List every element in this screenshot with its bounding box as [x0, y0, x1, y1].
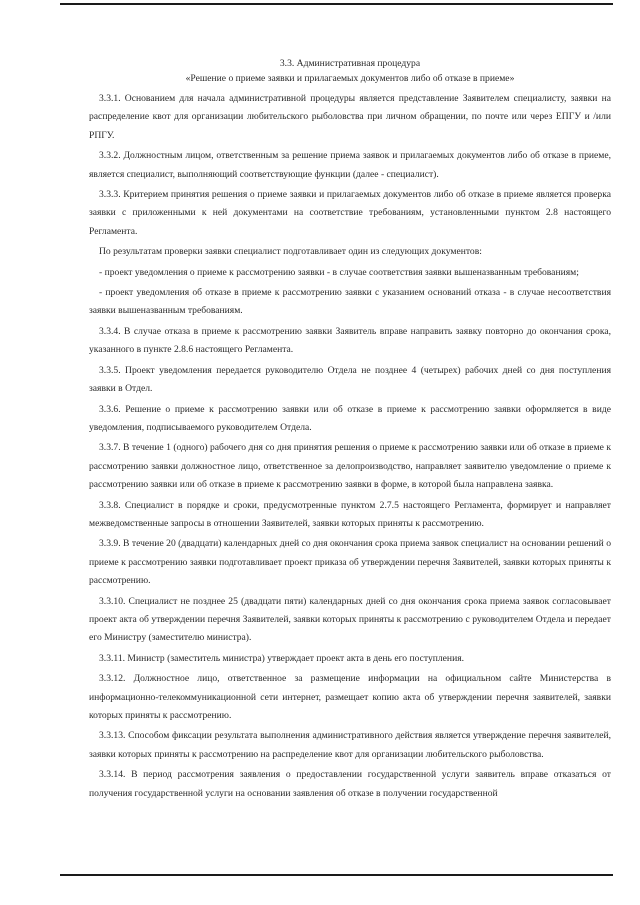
document-body: [89, 56, 611, 804]
bottom-rule: [60, 874, 613, 876]
paragraph-3-3-8: 3.3.8. Специалист в порядке и сроки, предусмотренные пунктом 2.7.5 настоящего Регламента, формирует и направляет межведомственные запросы в отношении Заявителей, заявки которых приняты к рассмотрению.: [89, 499, 611, 529]
paragraph-3-3-1: 3.3.1. Основанием для начала административной процедуры является представление Заявителем специалисту, заявки на распределение квот для организации любительского рыболовства при личном обращении, по почте или через ЕПГУ и /или РПГУ.: [89, 93, 611, 141]
paragraph-3-3-11: 3.3.11. Министр (заместитель министра) утверждает проект акта в день его поступления.: [99, 652, 465, 664]
paragraph-3-3-14: 3.3.14. В период рассмотрения заявления о предоставлении государственной услуги заявитель вправе отказаться от получения государственной услуги на основании заявления об отказе в получении государственной: [89, 769, 611, 799]
paragraph-3-3-4: 3.3.4. В случае отказа в приеме к рассмотрению заявки Заявитель вправе направить заявку повторно до окончания срока, указанного в пункте 2.8.6 настоящего Регламента.: [89, 325, 611, 356]
paragraph-3-3-13: 3.3.13. Способом фиксации результата выполнения административного действия является утверждение перечня заявителей, заявки которых приняты к рассмотрению на распределение квот для организации любительского рыболовства.: [89, 730, 611, 760]
section-subheading: «Решение о приеме заявки и прилагаемых документов либо об отказе в приеме»: [185, 73, 515, 84]
paragraph-3-3-9: 3.3.9. В течение 20 (двадцати) календарных дней со дня окончания срока приема заявок специалист на основании решений о приеме к рассмотрению заявки подготавливает проект приказа об утверждении перечня Заявителей, заявки которых приняты к рассмотрению.: [89, 538, 611, 587]
paragraph-3-3-12: 3.3.12. Должностное лицо, ответственное за размещение информации на официальном сайте Министерства в информационно-телекоммуникационной сети интернет, размещает копию акта об утверждении перечня заявителей, заявки которых приняты к рассмотрению.: [89, 673, 611, 721]
paragraph-3-3-10: 3.3.10. Специалист не позднее 25 (двадцати пяти) календарных дней со дня окончания срока приема заявок согласовывает проект акта об утверждении перечня Заявителей, заявки которых приняты к рассмотрению с руководителем Отдела и передает его Министру (заместителю министра).: [89, 595, 611, 644]
paragraph-3-3-6: 3.3.6. Решение о приеме к рассмотрению заявки или об отказе в приеме к рассмотрению заявки оформляется в виде уведомления, подписываемого руководителем Отдела.: [89, 403, 611, 433]
paragraph-results-intro: По результатам проверки заявки специалист подготавливает один из следующих документов:: [99, 246, 482, 258]
section-heading: 3.3. Административная процедура: [279, 58, 421, 69]
paragraph-3-3-3: 3.3.3. Критерием принятия решения о приеме заявки и прилагаемых документов либо об отказе в приеме является проверка заявки с приложенными к ней документами на соответствие требованиям, установленными пунктом 2.8 настоящего Регламента.: [89, 189, 611, 237]
top-rule: [60, 3, 613, 5]
paragraph-3-3-7: 3.3.7. В течение 1 (одного) рабочего дня со дня принятия решения о приеме к рассмотрению заявки или об отказе в приеме к рассмотрению заявки должностное лицо, ответственное за делопроизводство, направляет заявителю уведомление о приеме к рассмотрению заявки или об отказе в приеме к рассмотрению заявки в форме, в которой была направлена заявка.: [89, 442, 611, 491]
paragraph-3-3-5: 3.3.5. Проект уведомления передается руководителю Отдела не позднее 4 (четырех) рабочих дней со дня поступления заявки в Отдел.: [89, 364, 611, 395]
paragraph-3-3-2: 3.3.2. Должностным лицом, ответственным за решение приема заявок и прилагаемых документов либо об отказе в приеме, является специалист, выполняющий соответствующие функции (далее - специалист).: [89, 150, 611, 180]
paragraph-option-reject: - проект уведомления об отказе в приеме к рассмотрению заявки с указанием оснований отказа - в случае несоответствия заявки вышеназванным требованиям.: [89, 287, 611, 317]
paragraph-option-accept: - проект уведомления о приеме к рассмотрению заявки - в случае соответствия заявки вышеназванным требованиям;: [99, 266, 579, 278]
